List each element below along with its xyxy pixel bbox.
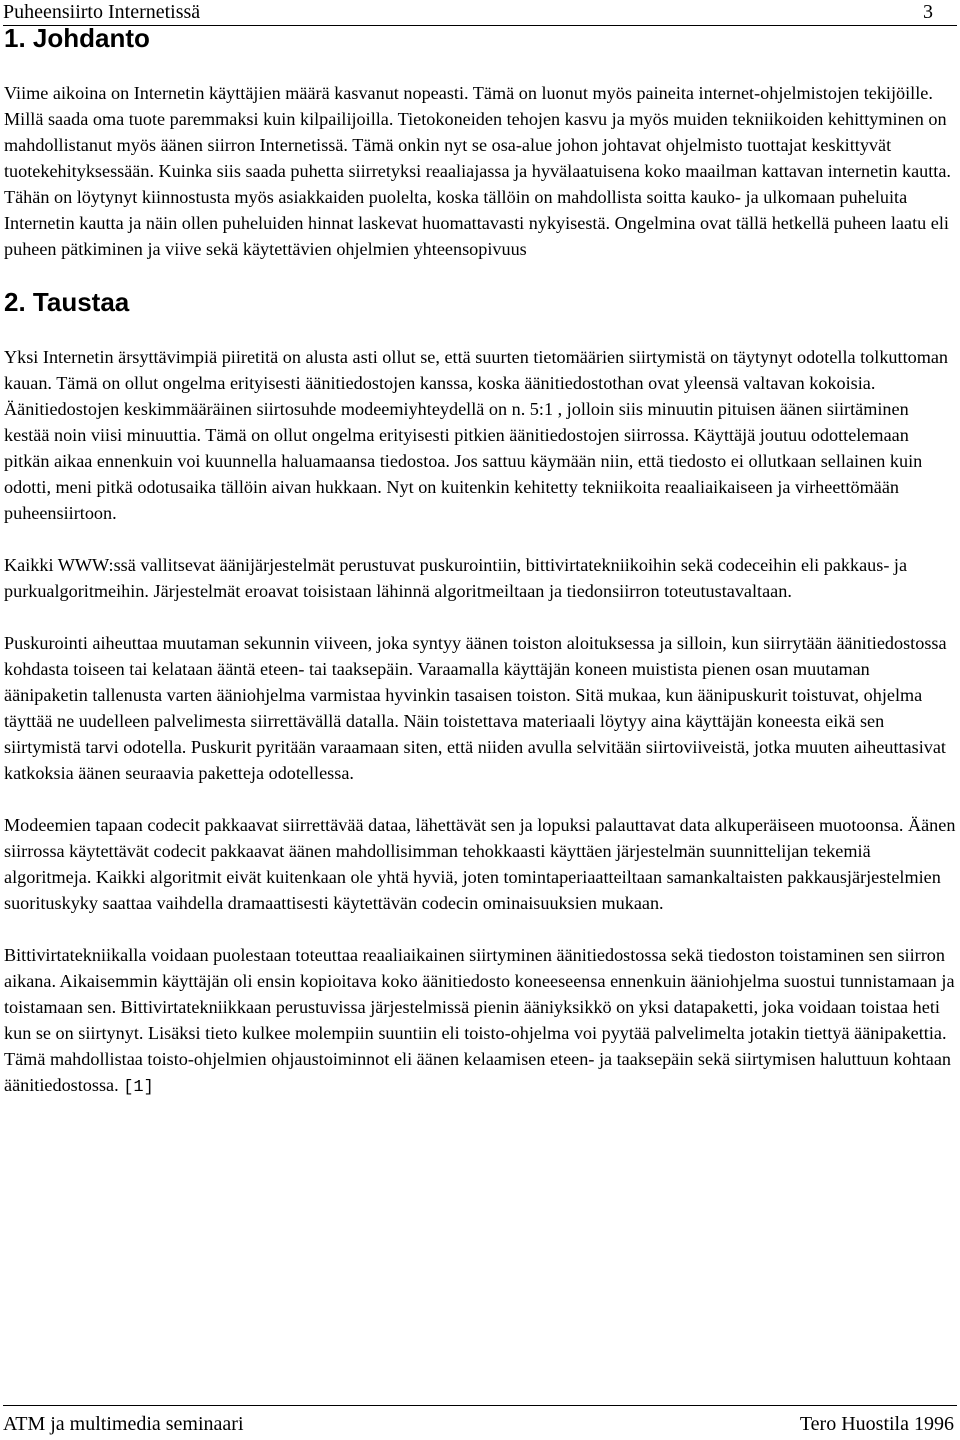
- section-heading-introduction: 1. Johdanto: [4, 23, 150, 53]
- paragraph-introduction: Viime aikoina on Internetin käyttäjien määrä kasvanut nopeasti. Tämä on luonut myös paineita internet-ohjelmistojen tekijöille. Millä saada oma tuote paremmaksi kuin kilpailijoilla. Tietokoneiden tehojen kasvu ja myös muiden tekniikoiden kehittyminen on mahdollistanut myös äänen siirron Internetissä. Tämä onkin nyt se osa-alue johon johtavat ohjelmisto tuottajat keskittyvät tuotekehityksessään. Kuinka siis saada puhetta siirretyksi reaaliajassa ja hyvälaatuisena koko maailman kattavan internetin kautta. Tähän on löytynyt kiinnostusta myös asiakkaiden puolelta, koska tällöin on mahdollista soitta kauko- ja ulkomaan puheluita Internetin kautta ja näin ollen puheluiden hinnat laskevat huomattavasti nykyisestä. Ongelmina ovat tällä hetkellä puheen laatu eli puheen pätkiminen ja viive sekä käytettävien ohjelmien yhteensopivuus: [4, 83, 951, 259]
- page-footer: [3, 1405, 957, 1436]
- section-heading-background: 2. Taustaa: [4, 287, 130, 317]
- page-number: 3: [923, 1, 933, 23]
- reference-link[interactable]: [1]: [123, 1078, 154, 1097]
- paragraph-background-5-text: Bittivirtatekniikalla voidaan puolestaan toteuttaa reaaliaikainen siirtyminen äänitiedostossa sekä tiedoston toistaminen sen siirron aikana. Aikaisemmin käyttäjän oli ensin kopioitava koko äänitiedosto koneeseensa ennenkuin ääniohjelma suostui tunnistamaan ja toistamaan sen. Bittivirtatekniikkaan perustuvissa järjestelmissä pienin ääniyksikkö on yksi datapaketti, joka voidaan toistaa heti kun se on siirtynyt. Lisäksi tieto kulkee molempiin suuntiin eli toisto-ohjelma voi pyytää palvelimelta jotakin tiettyä äänipakettia. Tämä mahdollistaa toisto-ohjelmien ohjaustoiminnot eli äänen kelaamisen eteen- ja taaksepäin sekä siirtymisen haluttuun kohtaan äänitiedostossa.: [4, 945, 955, 1095]
- paragraph-background-1: Yksi Internetin ärsyttävimpiä piiretitä on alusta asti ollut se, että suurten tietomäärien siirtymistä on täytynyt odotella tolkuttoman kauan. Tämä on ollut ongelma erityisesti äänitiedostojen kanssa, koska äänitiedostothan ovat yleensä valtavan kokoisia. Äänitiedostojen keskimmääräinen siirtosuhde modeemiyhteydellä on n. 5:1 , jolloin siis minuutin pituisen äänen siirtäminen kestää noin viisi minuuttia. Tämä on ollut ongelma erityisesti pitkien äänitiedostojen siirrossa. Käyttäjä joutuu odottelemaan pitkän aikaa ennenkuin voi kuunnella haluamaansa tiedostoa. Jos sattuu käymään niin, että tiedosto ei ollutkaan sellainen kuin odotti, meni pitkä odotusaika tällöin aivan hukkaan. Nyt on kuitenkin kehitetty tekniikoita reaaliaikaiseen ja virheettömään puheensiirtoon.: [4, 347, 949, 523]
- paragraph-background-5: [4, 942, 956, 1101]
- footer-author-year: Tero Huostila 1996: [799, 1413, 954, 1435]
- footer-course-name: ATM ja multimedia seminaari: [3, 1413, 244, 1435]
- paragraph-background-3: Puskurointi aiheuttaa muutaman sekunnin viiveen, joka syntyy äänen toiston aloituksessa ja silloin, kun siirrytään äänitiedostossa kohdasta toiseen tai kelataan ääntä eteen- tai taaksepäin. Varaamalla käyttäjän koneen muistista pienen osan muutaman äänipaketin tallenusta varten ääniohjelma varmistaa hyvinkin tasaisen toiston. Sitä mukaa, kun äänipuskurit toistuvat, ohjelma täyttää ne uudelleen palvelimesta siirrettävällä datalla. Näin toistettava materiaali löytyy aina käyttäjän koneesta eikä sen siirtymistä tarvi odotella. Puskurit pyritään varaamaan siten, että niiden avulla selvitään siirtoviiveistä, jotka muuten aiheuttasivat katkoksia äänen seuraavia paketteja odotellessa.: [4, 633, 947, 783]
- paragraph-background-2: Kaikki WWW:ssä vallitsevat äänijärjestelmät perustuvat puskurointiin, bittivirtatekniikoihin sekä codeceihin eli pakkaus- ja purkualgoritmeihin. Järjestelmät eroavat toisistaan lähinnä algoritmeiltaan ja tiedonsiirron toteutustavaltaan.: [4, 555, 908, 601]
- page-content: [4, 22, 956, 1101]
- document-title: Puheensiirto Internetissä: [3, 1, 201, 23]
- paragraph-background-4: Modeemien tapaan codecit pakkaavat siirrettävää dataa, lähettävät sen ja lopuksi palauttavat data alkuperäiseen muotoonsa. Äänen siirrossa käytettävät codecit pakkaavat äänen mahdollisimman tehokkaasti käyttäen järjestelmän suunnittelijan tekemiä algoritmeja. Kaikki algoritmit eivät kuitenkaan ole yhtä hyviä, joten tomintaperiaatteiltaan samankaltaisten pakkausjärjestelmien suorituskyky saattaa vaihdella dramaattisesti käytettävän codecin ominaisuuksien mukaan.: [4, 815, 956, 913]
